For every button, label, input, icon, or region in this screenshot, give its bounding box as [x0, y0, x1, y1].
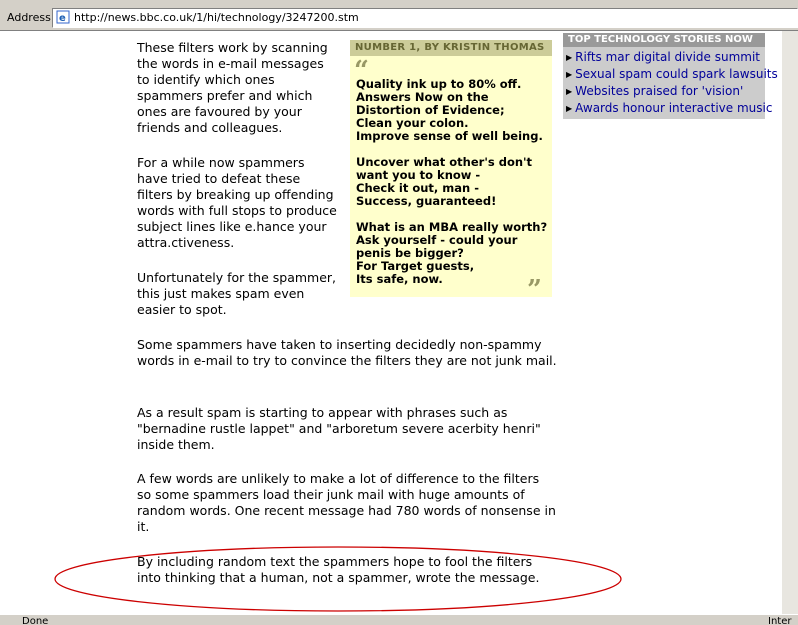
vertical-scrollbar[interactable]	[782, 31, 798, 614]
status-zone: Inter	[768, 616, 792, 625]
address-label: Address	[7, 11, 51, 24]
top-story-link[interactable]	[563, 66, 778, 83]
article-paragraph-3: Unfortunately for the spammer, this just makes spam even easier to spot.	[137, 270, 337, 317]
top-stories-header: TOP TECHNOLOGY STORIES NOW	[563, 33, 765, 47]
article-paragraph-1: These filters work by scanning the words in e-mail messages to identify which ones spammers prefer and which ones are favoured by your friends and colleagues.	[137, 40, 328, 135]
article-paragraph-4: Some spammers have taken to inserting decidedly non-spammy words in e-mail to try to convince the filters they are not junk mail.	[137, 337, 557, 368]
top-story-label: Sexual spam could spark lawsuits	[575, 67, 778, 81]
quote-stanza: What is an MBA really worth? Ask yourself - could your penis be bigger? For Target guests, Its safe, now.	[356, 220, 548, 286]
top-story-link[interactable]	[563, 83, 765, 100]
quote-box-header: NUMBER 1, BY KRISTIN THOMAS	[350, 40, 552, 56]
quote-text	[356, 78, 550, 299]
bullet-arrow-icon: ▶	[566, 53, 573, 62]
status-text: Done	[22, 616, 49, 625]
ie-page-icon	[56, 10, 70, 24]
top-story-link[interactable]	[563, 100, 773, 117]
spam-quote-box	[350, 40, 552, 305]
address-input[interactable]	[52, 8, 798, 28]
top-story-label: Rifts mar digital divide summit	[575, 50, 760, 64]
quote-stanza: Uncover what other's don't want you to know - Check it out, man - Success, guaranteed!	[356, 155, 533, 208]
page-content	[0, 31, 782, 614]
open-quote-icon: “	[354, 56, 369, 86]
article-paragraph-6: A few words are unlikely to make a lot of difference to the filters so some spammers load their junk mail with huge amounts of random words. One recent message had 780 words of nonsense in it.	[137, 471, 556, 534]
address-bar	[0, 6, 798, 31]
top-story-label: Awards honour interactive music	[575, 101, 773, 115]
article-paragraph-2: For a while now spammers have tried to defeat these filters by breaking up offending words with full stops to produce subject lines like e.hance your attra.ctiveness.	[137, 155, 337, 250]
status-bar	[0, 614, 798, 625]
top-stories-panel	[563, 33, 778, 119]
address-url: http://news.bbc.co.uk/1/hi/technology/3247200.stm	[74, 11, 359, 24]
article-paragraph-7: By including random text the spammers hope to fool the filters into thinking that a human, not a spammer, wrote the message.	[137, 554, 540, 585]
svg-text:e: e	[59, 13, 66, 24]
bullet-arrow-icon: ▶	[566, 87, 573, 96]
quote-stanza: Quality ink up to 80% off. Answers Now on the Distortion of Evidence; Clean your colon. Improve sense of well being.	[356, 77, 543, 143]
bullet-arrow-icon: ▶	[566, 70, 573, 79]
top-stories-list	[563, 47, 778, 119]
bullet-arrow-icon: ▶	[566, 104, 573, 113]
article-paragraph-5: As a result spam is starting to appear with phrases such as "bernadine rustle lappet" and "arboretum severe acerbity henri" inside them.	[137, 405, 541, 452]
top-story-link[interactable]	[563, 49, 765, 66]
close-quote-icon: ”	[527, 275, 542, 305]
top-story-label: Websites praised for 'vision'	[575, 84, 744, 98]
